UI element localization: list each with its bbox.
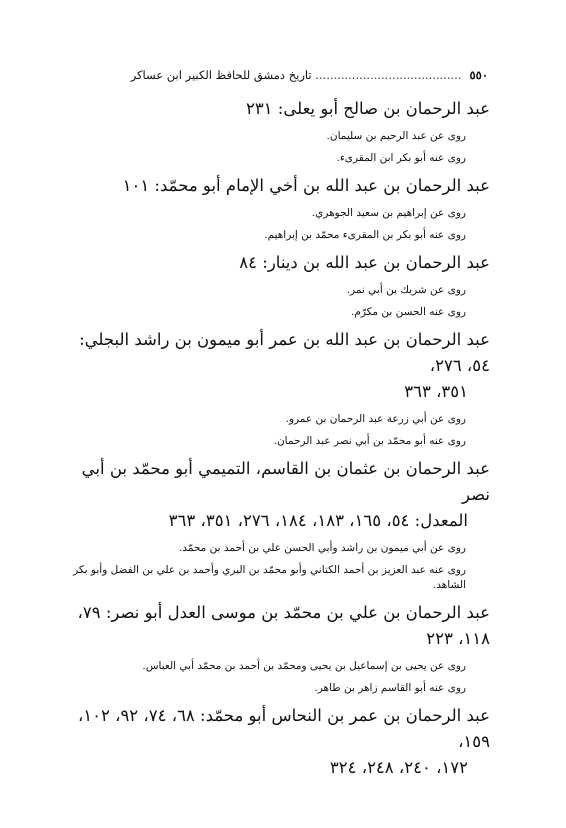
entry-narrated-from: روى عن أبي ميمون بن راشد وأبي الحسن علي بن أحمد بن محمّد. [178, 542, 466, 554]
entry-narrated-by: روى عنه أبو بكر ابن المقرىء. [336, 152, 466, 164]
entry-narrated-by: روى عنه أبو القاسم زاهر بن طاهر. [314, 682, 466, 694]
page-number: ٥٥٠ [469, 68, 488, 82]
entry-heading: عبد الرحمان بن علي بن محمّد بن موسى العدل أبو نصر: ٧٩، ١١٨، ٢٢٣ [77, 603, 490, 648]
index-entry [62, 173, 490, 243]
index-entry [62, 327, 490, 449]
entry-heading: عبد الرحمان بن صالح أبو يعلى: ٢٣١ [245, 99, 490, 118]
entry-heading-continued: المعدل: ٥٤، ١٦٥، ١٨٣، ١٨٤، ٢٧٦، ٣٥١، ٣٦٣ [168, 511, 468, 530]
entry-heading: عبد الرحمان بن عبد الله بن دينار: ٨٤ [239, 253, 490, 272]
index-entries [62, 96, 490, 781]
index-entry [62, 703, 490, 781]
index-entry [62, 250, 490, 320]
header-dot-leader: ........................................ [315, 68, 462, 82]
entry-narrated-from: روى عن يحيى بن إسماعيل بن يحيى ومحمّد بن أحمد بن محمّد أبي العباس. [142, 660, 466, 672]
entry-heading-continued: ١٧٢، ٢٤٠، ٢٤٨، ٣٢٤ [329, 758, 468, 777]
index-entry [62, 456, 490, 593]
entry-heading: عبد الرحمان بن عبد الله بن عمر أبو ميمون بن راشد البجلي: ٥٤، ٢٧٦، [79, 330, 490, 375]
entry-narrated-by: روى عنه أبو بكر بن المقرىء محمّد بن إبراهيم. [264, 229, 466, 241]
entry-narrated-by: روى عنه الحسن بن مكرّم. [351, 306, 466, 318]
entry-narrated-by: روى عنه أبو محمّد بن أبي نصر عبد الرحمان. [273, 435, 466, 447]
entry-narrated-from: روى عن إبراهيم بن سعيد الجوهري. [311, 207, 466, 219]
running-header [62, 66, 488, 84]
entry-narrated-from: روى عن شريك بن أبي نمر. [346, 284, 466, 296]
entry-narrated-by: روى عنه عبد العزيز بن أحمد الكتاني وأبو محمّد بن البري وأحمد بن علي بن الفضل وأبو بكر الشاهد. [73, 564, 466, 591]
entry-heading: عبد الرحمان بن عمر بن النحاس أبو محمّد: ٦٨، ٧٤، ٩٢، ١٠٢، ١٥٩، [77, 706, 490, 751]
entry-heading-continued: ٣٥١، ٣٦٣ [404, 382, 468, 401]
entry-heading: عبد الرحمان بن عثمان بن القاسم، التميمي أبو محمّد بن أبي نصر [81, 459, 490, 504]
entry-narrated-from: روى عن عبد الرحيم بن سليمان. [326, 130, 466, 142]
book-title: تاريخ دمشق للحافظ الكبير ابن عساكر [130, 68, 312, 82]
entry-heading: عبد الرحمان بن عبد الله بن أخي الإمام أبو محمّد: ١٠١ [122, 176, 490, 195]
index-entry [62, 96, 490, 166]
entry-narrated-from: روى عن أبي زرعة عبد الرحمان بن عمرو. [285, 413, 466, 425]
index-entry [62, 600, 490, 696]
